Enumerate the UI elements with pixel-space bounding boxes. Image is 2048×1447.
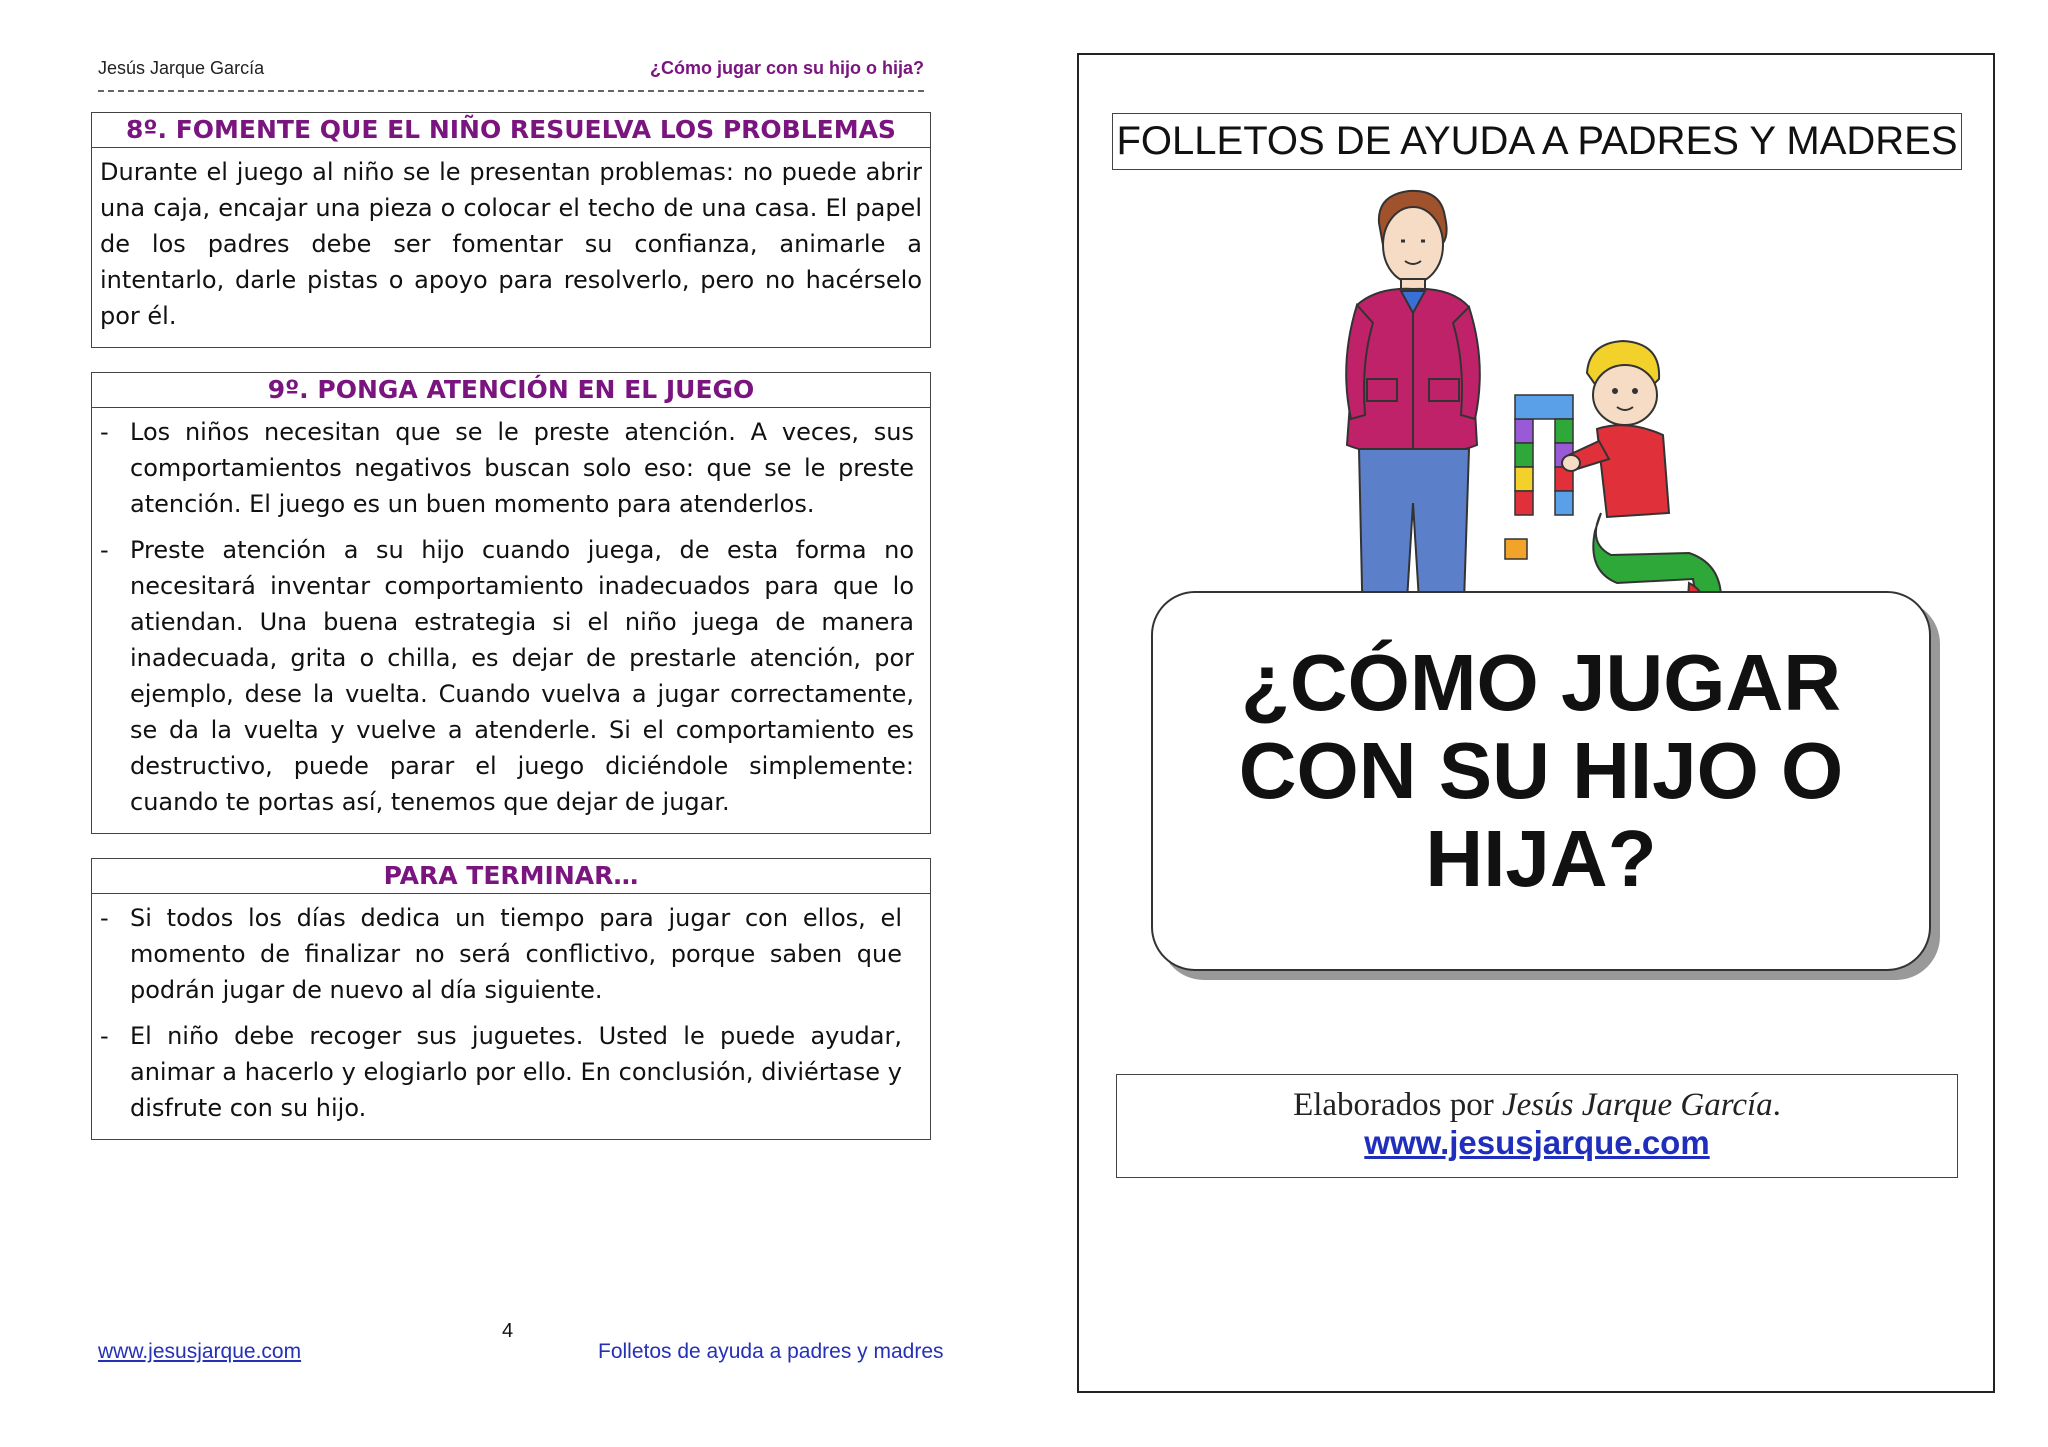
list-item: - El niño debe recoger sus juguetes. Usted le puede ayudar, animar a hacerlo y elogiarlo por ello. En conclusión, diviértase y disfrute con su hijo. xyxy=(100,1018,902,1126)
list-item: - Si todos los días dedica un tiempo para jugar con ellos, el momento de finalizar no será conflictivo, porque saben que podrán jugar de nuevo al día siguiente. xyxy=(100,900,902,1008)
credits-prefix: Elaborados por xyxy=(1293,1087,1503,1123)
cover-website-link[interactable]: www.jesusjarque.com xyxy=(1364,1124,1710,1161)
footer-series-name: Folletos de ayuda a padres y madres xyxy=(598,1340,944,1363)
section-body xyxy=(92,894,930,1140)
cover-title-box xyxy=(1151,591,1931,971)
credits-box xyxy=(1116,1074,1958,1178)
cover-title xyxy=(1153,639,1929,903)
credits-author: Jesús Jarque García xyxy=(1502,1087,1773,1123)
header-divider xyxy=(98,90,924,92)
header-author: Jesús Jarque García xyxy=(98,58,265,78)
section-title: 9º. PONGA ATENCIÓN EN EL JUEGO xyxy=(92,373,930,408)
page-number: 4 xyxy=(502,1320,514,1342)
left-page xyxy=(0,0,1010,1447)
child-figure xyxy=(1562,341,1721,619)
list-item: - Los niños necesitan que se le preste atención. A veces, sus comportamientos negativos buscan solo eso: que se le preste atención. El juego es un buen momento para atenderlos. xyxy=(100,414,914,522)
credits-line xyxy=(1117,1087,1957,1124)
cover-title-line: HIJA? xyxy=(1425,814,1657,903)
cover-series-title: FOLLETOS DE AYUDA A PADRES Y MADRES xyxy=(1112,113,1962,170)
section-conclusion xyxy=(91,858,931,1140)
header-title: ¿Cómo jugar con su hijo o hija? xyxy=(650,58,924,78)
list-item: - Preste atención a su hijo cuando juega, de esta forma no necesitará inventar comportamiento inadecuados para que lo atiendan. Una buena estrategia si el niño juega de manera inadecuada, grita o chilla, es dejar de prestarle atención, por ejemplo, dese la vuelta. Cuando vuelva a jugar correctamente, se da la vuelta y vuelve a atenderle. Si el comportamiento es destructivo, puede parar el juego diciéndole simplemente: cuando te portas así, tenemos que dejar de jugar. xyxy=(100,532,914,820)
section-paragraph: Durante el juego al niño se le presentan problemas: no puede abrir una caja, encajar una pieza o colocar el techo de una casa. El papel de los padres debe ser fomentar su confianza, animarle a intentarlo, darle pistas o apoyo para resolverlo, pero no hacérselo por él. xyxy=(100,158,922,330)
cover-title-line: ¿CÓMO JUGAR xyxy=(1241,638,1841,727)
section-9-attention xyxy=(91,372,931,834)
credits-suffix: . xyxy=(1772,1087,1781,1123)
footer-website-link[interactable]: www.jesusjarque.com xyxy=(98,1340,302,1363)
section-body xyxy=(92,408,930,834)
father-figure xyxy=(1346,191,1480,649)
section-title: 8º. FOMENTE QUE EL NIÑO RESUELVA LOS PROBLEMAS xyxy=(92,113,930,148)
cover-title-line: CON SU HIJO O xyxy=(1238,726,1844,815)
section-title: PARA TERMINAR… xyxy=(92,859,930,894)
cover-page xyxy=(1077,53,1995,1393)
section-8-problem-solving xyxy=(91,112,931,348)
